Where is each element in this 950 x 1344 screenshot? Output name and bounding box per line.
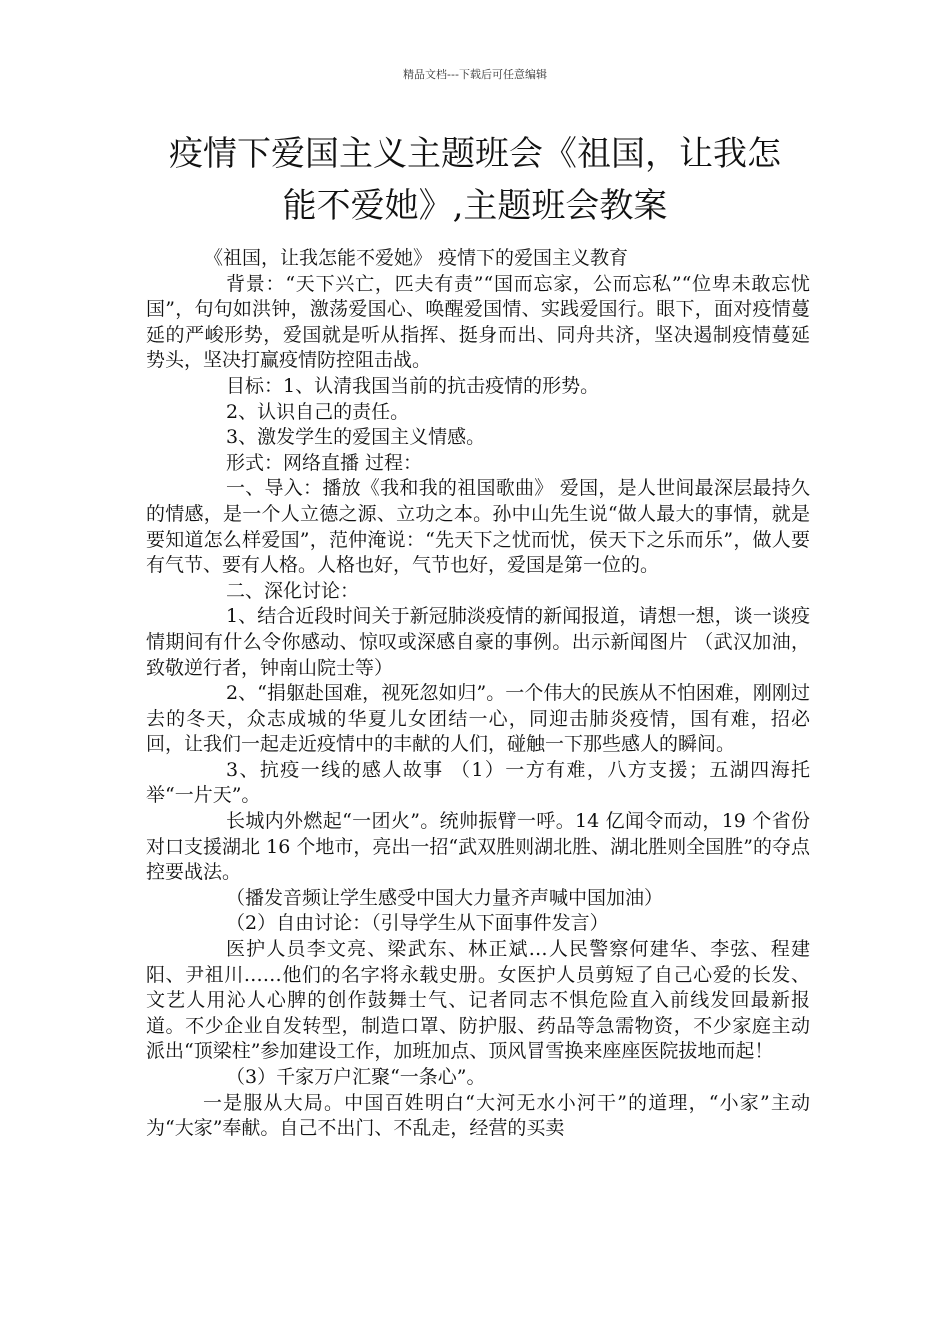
goal-paragraph-2: 2、认识自己的责任。 bbox=[226, 400, 410, 423]
title-line-2: 能不爱她》,主题班会教案 bbox=[282, 186, 668, 226]
audio-paragraph: （播发音频让学生感受中国大力量齐声喊中国加油） bbox=[226, 886, 664, 909]
background-paragraph: 背景：“天下兴亡，匹夫有责”“国而忘家，公而忘私”“位卑未敢忘忧国”，句句如洪钟，激荡爱国心、唤醒爱国情、实践爱国行。眼下，面对疫情蔓延的严峻形势，爱国就是听从指挥、挺身而出、同舟共济，坚决遏制疫情蔓延势头，坚决打赢疫情防控阻击战。 bbox=[146, 272, 810, 372]
goal-paragraph-3: 3、激发学生的爱国主义情感。 bbox=[226, 426, 486, 449]
discussion-paragraph-1: 1、结合近段时间关于新冠肺淡疫情的新闻报道，请想一想，谈一谈疫情期间有什么令你感动、惊叹或深感自豪的事例。出示新闻图片 （武汉加油，致敬逆行者，钟南山院士等） bbox=[146, 605, 810, 679]
story-paragraph-1: 3、抗疫一线的感人故事 （1）一方有难，八方支援；五湖四海托举“一片天”。 bbox=[146, 758, 810, 807]
free-discussion-paragraph: （2）自由讨论：（引导学生从下面事件发言） bbox=[226, 912, 609, 935]
format-paragraph: 形式：网络直播 过程： bbox=[226, 451, 423, 474]
discussion-paragraph-2: 2、“捐躯赴国难，视死忽如归”。一个伟大的民族从不怕困难，刚刚过去的冬天，众志成城的华夏儿女团结一心，同迎击肺炎疫情，国有难，招必回，让我们一起走近疫情中的丰献的人们，碰触一下那些感人的瞬间。 bbox=[146, 682, 810, 756]
discussion-heading: 二、深化讨论： bbox=[226, 579, 360, 602]
medical-staff-paragraph: 医护人员李文亮、梁武东、林正斌…人民警察何建华、李弦、程建阳、尹祖川……他们的名字将永载史册。女医护人员剪短了自己心爱的长发、文艺人用沁人心脾的创作鼓舞士气、记者同志不惧危险直入前线发回最新报道。不少企业自发转型，制造口罩、防护服、药品等急需物资，不少家庭主动派出“顶梁柱”参加建设工作，加班加点、顶风冒雪换来座座医院拔地而起！ bbox=[146, 938, 810, 1063]
document-title bbox=[120, 128, 830, 232]
goal-paragraph-1: 目标：1、认清我国当前的抗击疫情的形势。 bbox=[226, 374, 600, 397]
header-note: 精品文档---下载后可任意编辑 bbox=[403, 68, 547, 81]
subtitle-paragraph: 《祖国，让我怎能不爱她》 疫情下的爱国主义教育 bbox=[204, 247, 629, 269]
story-paragraph-2: 长城内外燃起“一团火”。统帅振臂一呼。14 亿闻令而动，19 个省份对口支援湖北 16 个地市，亮出一招“武双胜则湖北胜、湖北胜则全国胜”的夺点控要战法。 bbox=[146, 810, 810, 884]
obey-paragraph: 一是服从大局。中国百姓明白“大河无水小河干”的道理，“小家”主动为“大家”奉献。自己不出门、不乱走，经营的买卖 bbox=[146, 1091, 810, 1140]
document-body bbox=[146, 246, 810, 1142]
title-line-1: 疫情下爱国主义主题班会《祖国，让我怎 bbox=[169, 134, 781, 174]
one-heart-paragraph: （3）千家万户汇聚“一条心”。 bbox=[226, 1066, 486, 1088]
intro-paragraph: 一、导入：播放《我和我的祖国歌曲》 爱国，是人世间最深层最持久的情感，是一个人立德之源、立功之本。孙中山先生说“做人最大的事情，就是要知道怎么样爱国”，范仲淹说：“先天下之忧而忧，侯天下之乐而乐”，做人要有气节、要有人格。人格也好，气节也好，爱国是第一位的。 bbox=[146, 477, 810, 577]
